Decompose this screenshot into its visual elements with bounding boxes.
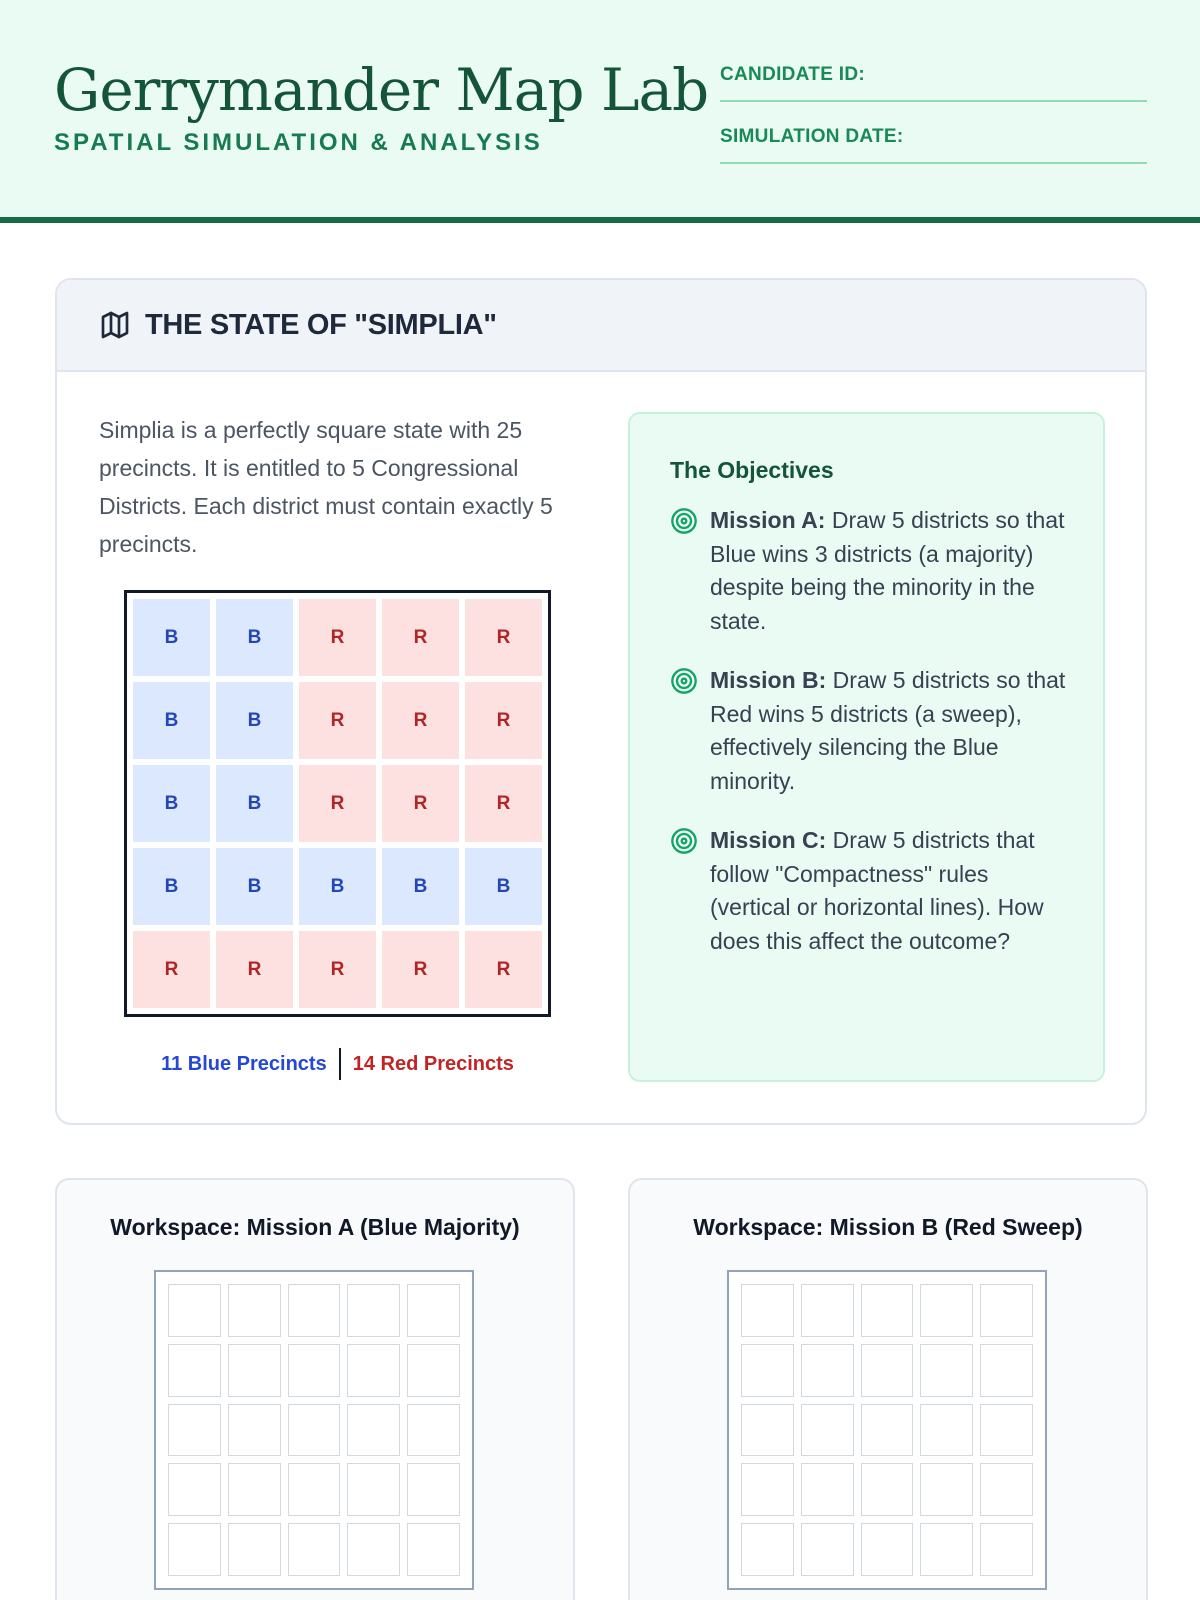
workspace-cell[interactable] bbox=[228, 1523, 281, 1576]
workspace-cell[interactable] bbox=[288, 1284, 341, 1337]
precinct-cell: R bbox=[299, 765, 376, 842]
workspace-cell[interactable] bbox=[288, 1463, 341, 1516]
mission-b bbox=[670, 664, 1070, 798]
candidate-id-field[interactable] bbox=[720, 64, 1147, 102]
workspace-cell[interactable] bbox=[920, 1284, 973, 1337]
precinct-cell: R bbox=[382, 931, 459, 1008]
precinct-cell: R bbox=[133, 931, 210, 1008]
red-count: 14 Red Precincts bbox=[352, 1052, 514, 1075]
count-divider bbox=[339, 1048, 341, 1080]
workspace-cell[interactable] bbox=[741, 1463, 794, 1516]
workspace-cell[interactable] bbox=[347, 1463, 400, 1516]
target-icon bbox=[670, 667, 698, 695]
workspace-cell[interactable] bbox=[228, 1463, 281, 1516]
precinct-cell: B bbox=[216, 682, 293, 759]
workspace-cell[interactable] bbox=[920, 1463, 973, 1516]
state-title: THE STATE OF "SIMPLIA" bbox=[145, 308, 497, 341]
workspace-cell[interactable] bbox=[228, 1404, 281, 1457]
workspace-cell[interactable] bbox=[801, 1463, 854, 1516]
workspace-cell[interactable] bbox=[228, 1284, 281, 1337]
workspace-mission-a bbox=[55, 1178, 575, 1600]
precinct-cell: B bbox=[133, 765, 210, 842]
page-title: Gerrymander Map Lab bbox=[54, 56, 709, 124]
workspace-cell[interactable] bbox=[168, 1404, 221, 1457]
workspace-cell[interactable] bbox=[801, 1523, 854, 1576]
simulation-date-label: SIMULATION DATE: bbox=[720, 126, 904, 147]
workspace-cell[interactable] bbox=[861, 1344, 914, 1397]
precinct-cell: B bbox=[133, 599, 210, 676]
workspace-cell[interactable] bbox=[407, 1284, 460, 1337]
state-card-header bbox=[57, 280, 1145, 372]
workspace-cell[interactable] bbox=[980, 1523, 1033, 1576]
workspace-cell[interactable] bbox=[741, 1404, 794, 1457]
workspace-cell[interactable] bbox=[168, 1284, 221, 1337]
precinct-cell: R bbox=[299, 682, 376, 759]
workspace-cell[interactable] bbox=[980, 1463, 1033, 1516]
workspace-b-title: Workspace: Mission B (Red Sweep) bbox=[693, 1214, 1083, 1240]
workspace-cell[interactable] bbox=[407, 1344, 460, 1397]
workspace-cell[interactable] bbox=[920, 1523, 973, 1576]
workspace-cell[interactable] bbox=[861, 1523, 914, 1576]
mission-a-text bbox=[710, 504, 1070, 638]
page-header bbox=[0, 0, 1200, 223]
page-subtitle: SPATIAL SIMULATION & ANALYSIS bbox=[54, 129, 543, 156]
mission-a-body: Draw 5 districts so that Blue wins 3 districts (a majority) despite being the minority in the state. bbox=[710, 507, 1065, 634]
mission-c-label: Mission C: bbox=[710, 827, 827, 853]
precinct-cell: R bbox=[465, 682, 542, 759]
workspace-cell[interactable] bbox=[288, 1523, 341, 1576]
blue-count: 11 Blue Precincts bbox=[161, 1052, 327, 1075]
precinct-cell: B bbox=[133, 682, 210, 759]
workspace-cell[interactable] bbox=[980, 1344, 1033, 1397]
precinct-cell: B bbox=[465, 848, 542, 925]
precinct-cell: R bbox=[299, 931, 376, 1008]
precinct-map bbox=[124, 590, 551, 1017]
workspace-cell[interactable] bbox=[801, 1404, 854, 1457]
workspace-cell[interactable] bbox=[228, 1344, 281, 1397]
workspace-cell[interactable] bbox=[347, 1404, 400, 1457]
precinct-cell: R bbox=[465, 765, 542, 842]
workspace-cell[interactable] bbox=[920, 1404, 973, 1457]
precinct-counts bbox=[124, 1048, 551, 1080]
precinct-cell: B bbox=[216, 599, 293, 676]
workspace-a-grid[interactable] bbox=[154, 1270, 474, 1590]
precinct-cell: B bbox=[299, 848, 376, 925]
precinct-cell: R bbox=[382, 682, 459, 759]
workspace-cell[interactable] bbox=[168, 1344, 221, 1397]
workspace-cell[interactable] bbox=[741, 1523, 794, 1576]
mission-c-text bbox=[710, 824, 1070, 958]
workspace-cell[interactable] bbox=[861, 1284, 914, 1337]
mission-c bbox=[670, 824, 1070, 958]
mission-b-text bbox=[710, 664, 1070, 798]
workspace-cell[interactable] bbox=[347, 1284, 400, 1337]
workspace-cell[interactable] bbox=[801, 1284, 854, 1337]
mission-b-body: Draw 5 districts so that Red wins 5 districts (a sweep), effectively silencing the Blue minority. bbox=[710, 667, 1066, 794]
mission-a bbox=[670, 504, 1070, 638]
workspace-mission-b bbox=[628, 1178, 1148, 1600]
mission-b-label: Mission B: bbox=[710, 667, 827, 693]
map-icon bbox=[99, 309, 131, 341]
workspace-cell[interactable] bbox=[168, 1463, 221, 1516]
mission-a-label: Mission A: bbox=[710, 507, 826, 533]
precinct-cell: B bbox=[382, 848, 459, 925]
workspace-cell[interactable] bbox=[861, 1404, 914, 1457]
target-icon bbox=[670, 827, 698, 855]
candidate-id-label: CANDIDATE ID: bbox=[720, 64, 865, 85]
mission-c-body: Draw 5 districts that follow "Compactness" rules (vertical or horizontal lines). How does this affect the outcome? bbox=[710, 827, 1044, 954]
simulation-date-field[interactable] bbox=[720, 126, 1147, 164]
state-card bbox=[55, 278, 1147, 1125]
workspace-cell[interactable] bbox=[801, 1344, 854, 1397]
workspace-cell[interactable] bbox=[407, 1523, 460, 1576]
state-intro: Simplia is a perfectly square state with 25 precincts. It is entitled to 5 Congressional Districts. Each district must contain exactly 5 precincts. bbox=[99, 417, 553, 557]
workspace-cell[interactable] bbox=[741, 1284, 794, 1337]
workspace-cell[interactable] bbox=[861, 1463, 914, 1516]
workspace-a-title: Workspace: Mission A (Blue Majority) bbox=[110, 1214, 520, 1240]
workspace-cell[interactable] bbox=[407, 1404, 460, 1457]
workspace-cell[interactable] bbox=[347, 1344, 400, 1397]
workspace-cell[interactable] bbox=[980, 1404, 1033, 1457]
objectives-title: The Objectives bbox=[670, 457, 834, 483]
workspace-cell[interactable] bbox=[407, 1463, 460, 1516]
precinct-cell: B bbox=[216, 848, 293, 925]
precinct-cell: R bbox=[299, 599, 376, 676]
workspace-cell[interactable] bbox=[288, 1344, 341, 1397]
workspace-cell[interactable] bbox=[920, 1344, 973, 1397]
target-icon bbox=[670, 507, 698, 535]
precinct-cell: B bbox=[133, 848, 210, 925]
precinct-cell: R bbox=[382, 765, 459, 842]
workspace-b-grid[interactable] bbox=[727, 1270, 1047, 1590]
workspace-cell[interactable] bbox=[347, 1523, 400, 1576]
precinct-cell: R bbox=[216, 931, 293, 1008]
workspace-cell[interactable] bbox=[980, 1284, 1033, 1337]
precinct-cell: R bbox=[465, 599, 542, 676]
workspace-cell[interactable] bbox=[741, 1344, 794, 1397]
workspace-cell[interactable] bbox=[168, 1523, 221, 1576]
precinct-cell: B bbox=[216, 765, 293, 842]
precinct-cell: R bbox=[382, 599, 459, 676]
precinct-cell: R bbox=[465, 931, 542, 1008]
objectives-panel bbox=[628, 412, 1105, 1082]
workspace-cell[interactable] bbox=[288, 1404, 341, 1457]
